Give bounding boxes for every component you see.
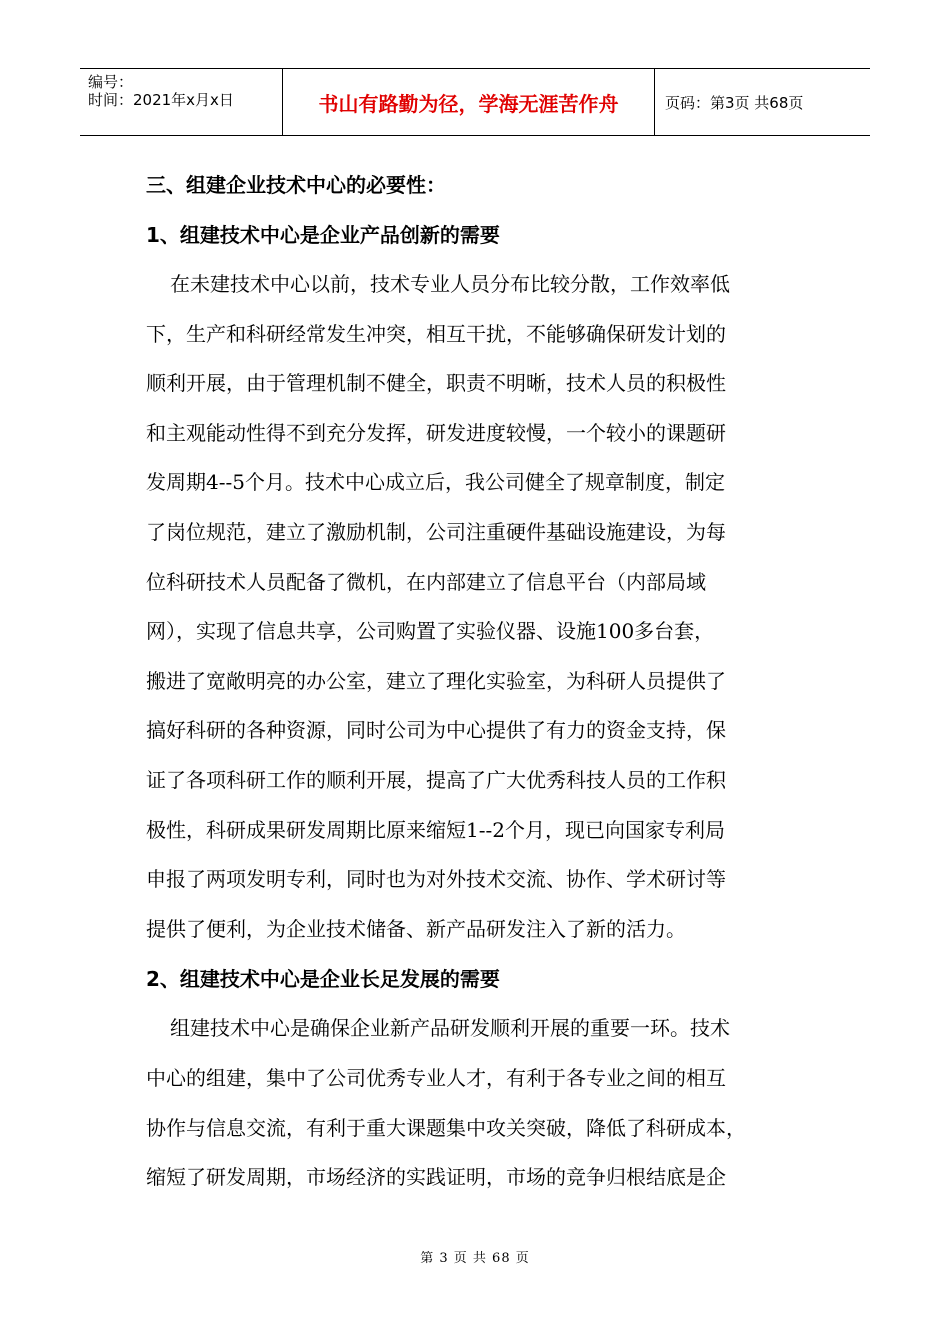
- header-page-info: 页码：第3页 共68页: [665, 93, 804, 112]
- paragraph-line: 提供了便利，为企业技术储备、新产品研发注入了新的活力。: [146, 916, 686, 941]
- paragraph-line: 证了各项科研工作的顺利开展，提高了广大优秀科技人员的工作积: [146, 767, 726, 792]
- subsection-2-paragraph: [146, 1004, 810, 1202]
- header-meta: [80, 69, 283, 135]
- paragraph-line: 了岗位规范，建立了激励机制，公司注重硬件基础设施建设，为每: [146, 519, 726, 544]
- paragraph-line: 顺利开展，由于管理机制不健全，职责不明晰，技术人员的积极性: [146, 371, 726, 396]
- paragraph-line: 和主观能动性得不到充分发挥，研发进度较慢，一个较小的课题研: [146, 420, 726, 445]
- paragraph-line: 搬进了宽敞明亮的办公室，建立了理化实验室，为科研人员提供了: [146, 668, 726, 693]
- page-footer: 第 3 页 共 68 页: [420, 1251, 530, 1266]
- paragraph-line: 发周期4--5个月。技术中心成立后，我公司健全了规章制度，制定: [146, 470, 725, 495]
- subsection-2-title: 2、组建技术中心是企业长足发展的需要: [146, 967, 500, 992]
- header-motto: 书山有路勤为径，学海无涯苦作舟: [283, 69, 655, 135]
- paragraph-line: 组建技术中心是确保企业新产品研发顺利开展的重要一环。技术: [170, 1016, 730, 1041]
- paragraph-line: 中心的组建，集中了公司优秀专业人才，有利于各专业之间的相互: [146, 1065, 726, 1090]
- paragraph-line: 搞好科研的各种资源，同时公司为中心提供了有力的资金支持，保: [146, 718, 726, 743]
- paragraph-line: 下，生产和科研经常发生冲突，相互干扰，不能够确保研发计划的: [146, 321, 726, 346]
- paragraph-line: 协作与信息交流，有利于重大课题集中攻关突破，降低了科研成本，: [146, 1115, 746, 1140]
- document-number-label: 编号：: [88, 73, 134, 91]
- paragraph-line: 申报了两项发明专利，同时也为对外技术交流、协作、学术研讨等: [146, 867, 726, 892]
- document-body: [146, 160, 810, 1203]
- section-title: 三、组建企业技术中心的必要性：: [146, 173, 446, 197]
- subsection-1-paragraph: [146, 260, 810, 954]
- paragraph-line: 位科研技术人员配备了微机，在内部建立了信息平台（内部局域: [146, 569, 706, 594]
- paragraph-line: 缩短了研发周期，市场经济的实践证明，市场的竞争归根结底是企: [146, 1165, 726, 1190]
- paragraph-line: 网），实现了信息共享，公司购置了实验仪器、设施100多台套，: [146, 619, 715, 644]
- subsection-1-title: 1、组建技术中心是企业产品创新的需要: [146, 223, 500, 247]
- page-header: [80, 68, 870, 136]
- document-time-label: 时间：2021年x月x日: [88, 91, 234, 109]
- paragraph-line: 在未建技术中心以前，技术专业人员分布比较分散，工作效率低: [170, 272, 730, 296]
- paragraph-line: 极性，科研成果研发周期比原来缩短1--2个月，现已向国家专利局: [146, 817, 725, 842]
